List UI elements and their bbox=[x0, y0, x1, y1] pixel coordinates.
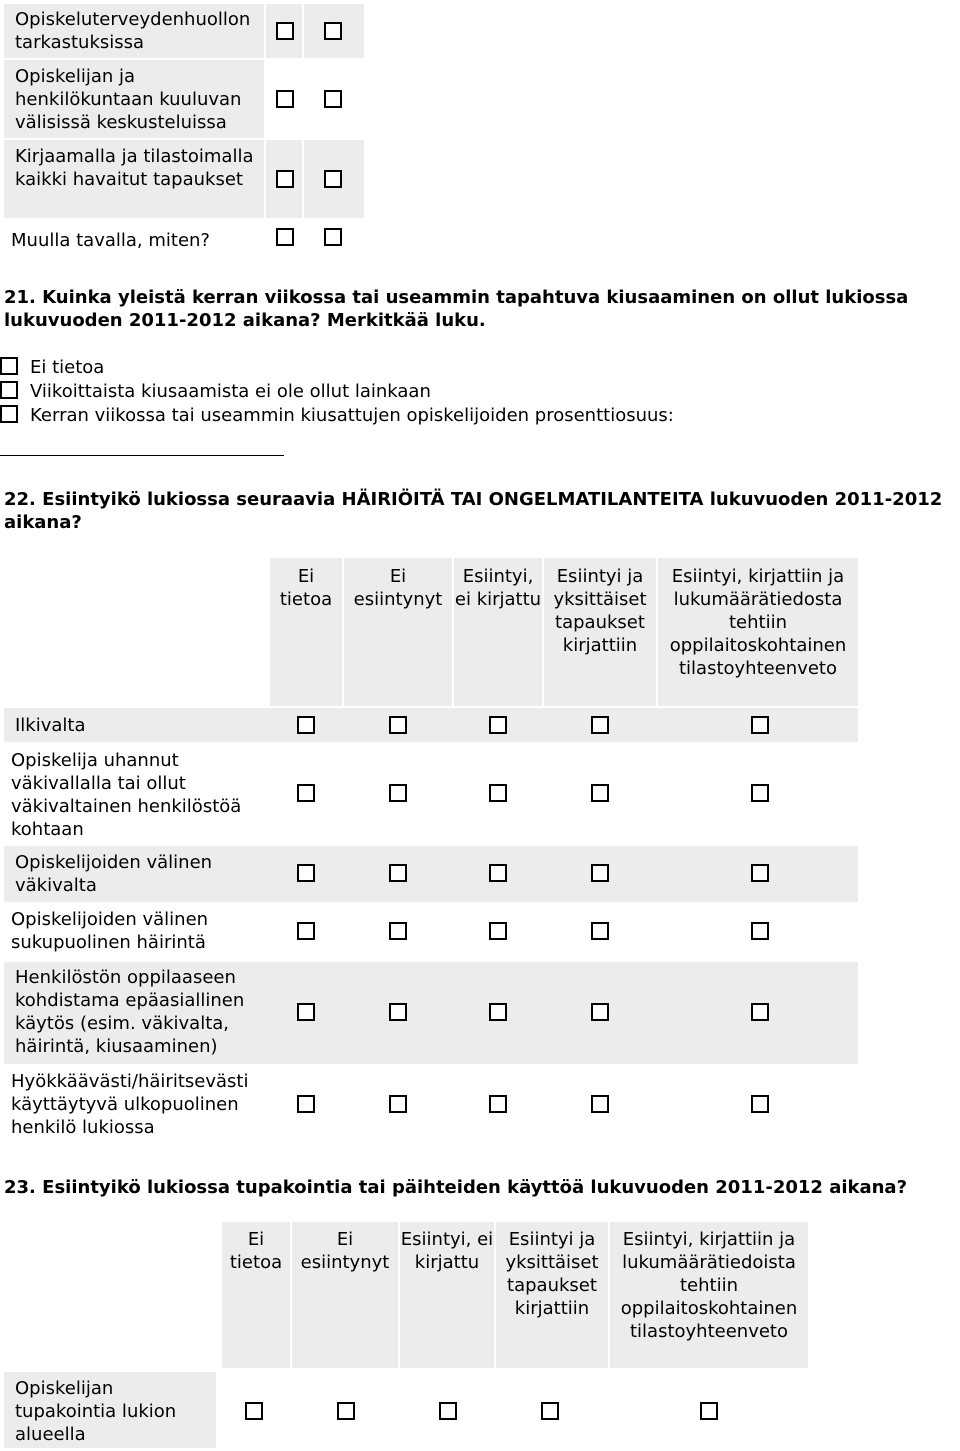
checkbox[interactable] bbox=[297, 716, 315, 734]
row-label: Ilkivalta bbox=[15, 715, 86, 736]
option-ei-tietoa[interactable] bbox=[0, 356, 104, 379]
checkbox[interactable] bbox=[245, 1402, 263, 1420]
question-21-title: 21. Kuinka yleistä kerran viikossa tai useammin tapahtuva kiusaaminen on ollut lukiossa lukuvuoden 2011-2012 aikana? Merkitkää luku. bbox=[4, 287, 909, 331]
checkbox[interactable] bbox=[324, 90, 342, 108]
checkbox[interactable] bbox=[541, 1402, 559, 1420]
checkbox[interactable] bbox=[297, 922, 315, 940]
checkbox[interactable] bbox=[591, 922, 609, 940]
checkbox[interactable] bbox=[297, 1095, 315, 1113]
checkbox[interactable] bbox=[337, 1402, 355, 1420]
checkbox[interactable] bbox=[489, 784, 507, 802]
checkbox[interactable] bbox=[591, 1095, 609, 1113]
option-label: Viikoittaista kiusaamista ei ole ollut lainkaan bbox=[30, 381, 431, 402]
column-header: Esiintyi, kirjattiin ja lukumäärätiedosta tehtiin oppilaitoskohtainen tilastoyhteenveto bbox=[669, 566, 847, 679]
checkbox[interactable] bbox=[0, 381, 18, 399]
checkbox[interactable] bbox=[297, 864, 315, 882]
checkbox[interactable] bbox=[591, 716, 609, 734]
option-percentage[interactable] bbox=[0, 404, 674, 427]
checkbox[interactable] bbox=[751, 864, 769, 882]
question-22-title: 22. Esiintyikö lukiossa seuraavia HÄIRIÖITÄ TAI ONGELMATILANTEITA lukuvuoden 2011-2012 aikana? bbox=[4, 489, 943, 533]
checkbox[interactable] bbox=[700, 1402, 718, 1420]
percentage-input-line[interactable] bbox=[0, 455, 284, 456]
checkbox[interactable] bbox=[276, 90, 294, 108]
checkbox[interactable] bbox=[439, 1402, 457, 1420]
table-row bbox=[4, 60, 264, 138]
checkbox[interactable] bbox=[489, 1095, 507, 1113]
checkbox[interactable] bbox=[389, 1003, 407, 1021]
checkbox[interactable] bbox=[276, 228, 294, 246]
row-label: Kirjaamalla ja tilastoimalla kaikki havaitut tapaukset bbox=[15, 146, 254, 190]
table-row bbox=[4, 1372, 216, 1448]
option-label: Ei tietoa bbox=[30, 357, 105, 378]
column-header: Esiintyi ja yksittäiset tapaukset kirjattiin bbox=[553, 566, 647, 656]
row-label: Hyökkäävästi/häiritsevästi käyttäytyvä ulkopuolinen henkilö lukiossa bbox=[11, 1071, 249, 1138]
checkbox[interactable] bbox=[389, 716, 407, 734]
checkbox[interactable] bbox=[0, 357, 18, 375]
checkbox[interactable] bbox=[489, 864, 507, 882]
checkbox[interactable] bbox=[489, 1003, 507, 1021]
column-header: Esiintyi ja yksittäiset tapaukset kirjattiin bbox=[505, 1229, 599, 1319]
checkbox[interactable] bbox=[389, 864, 407, 882]
checkbox[interactable] bbox=[0, 405, 18, 423]
row-label: Muulla tavalla, miten? bbox=[11, 230, 210, 251]
column-header: Ei esiintynyt bbox=[353, 566, 443, 610]
column-header: Esiintyi, ei kirjattu bbox=[454, 566, 542, 610]
row-label: Henkilöstön oppilaaseen kohdistama epäasiallinen käytös (esim. väkivalta, häirintä, kiusaaminen) bbox=[15, 967, 245, 1057]
checkbox[interactable] bbox=[591, 1003, 609, 1021]
option-no-bullying[interactable] bbox=[0, 380, 431, 403]
checkbox[interactable] bbox=[489, 716, 507, 734]
checkbox[interactable] bbox=[324, 170, 342, 188]
row-label: Opiskelijan tupakointia lukion alueella bbox=[15, 1378, 177, 1445]
row-label: Opiskelijan ja henkilökuntaan kuuluvan välisissä keskusteluissa bbox=[15, 66, 242, 133]
checkbox[interactable] bbox=[489, 922, 507, 940]
row-label: Opiskelijoiden välinen sukupuolinen häirintä bbox=[11, 909, 209, 953]
checkbox[interactable] bbox=[276, 170, 294, 188]
checkbox[interactable] bbox=[389, 1095, 407, 1113]
checkbox[interactable] bbox=[389, 784, 407, 802]
row-label: Opiskeluterveydenhuollon tarkastuksissa bbox=[15, 9, 251, 53]
column-header: Esiintyi, kirjattiin ja lukumäärätiedoista tehtiin oppilaitoskohtainen tilastoyhteenveto bbox=[620, 1229, 798, 1342]
option-label: Kerran viikossa tai useammin kiusattujen opiskelijoiden prosenttiosuus: bbox=[30, 405, 674, 426]
checkbox[interactable] bbox=[276, 22, 294, 40]
checkbox[interactable] bbox=[324, 228, 342, 246]
checkbox[interactable] bbox=[591, 864, 609, 882]
checkbox[interactable] bbox=[324, 22, 342, 40]
row-label: Opiskelija uhannut väkivallalla tai ollut väkivaltainen henkilöstöä kohtaan bbox=[11, 750, 242, 840]
checkbox[interactable] bbox=[751, 1003, 769, 1021]
checkbox[interactable] bbox=[591, 784, 609, 802]
checkbox[interactable] bbox=[297, 1003, 315, 1021]
checkbox[interactable] bbox=[297, 784, 315, 802]
table-row bbox=[4, 140, 264, 218]
checkbox[interactable] bbox=[389, 922, 407, 940]
column-header: Ei tietoa bbox=[279, 566, 333, 610]
table-row bbox=[4, 708, 858, 742]
question-23-title: 23. Esiintyikö lukiossa tupakointia tai päihteiden käyttöä lukuvuoden 2011-2012 aikana? bbox=[4, 1177, 908, 1198]
column-header: Esiintyi, ei kirjattu bbox=[400, 1229, 494, 1273]
checkbox[interactable] bbox=[751, 1095, 769, 1113]
table-row bbox=[4, 4, 264, 58]
checkbox[interactable] bbox=[751, 922, 769, 940]
checkbox[interactable] bbox=[751, 784, 769, 802]
checkbox[interactable] bbox=[751, 716, 769, 734]
table-row bbox=[4, 962, 858, 1064]
column-header: Ei esiintynyt bbox=[300, 1229, 390, 1273]
column-header: Ei tietoa bbox=[229, 1229, 283, 1273]
table-row bbox=[4, 846, 858, 902]
row-label: Opiskelijoiden välinen väkivalta bbox=[15, 852, 213, 896]
